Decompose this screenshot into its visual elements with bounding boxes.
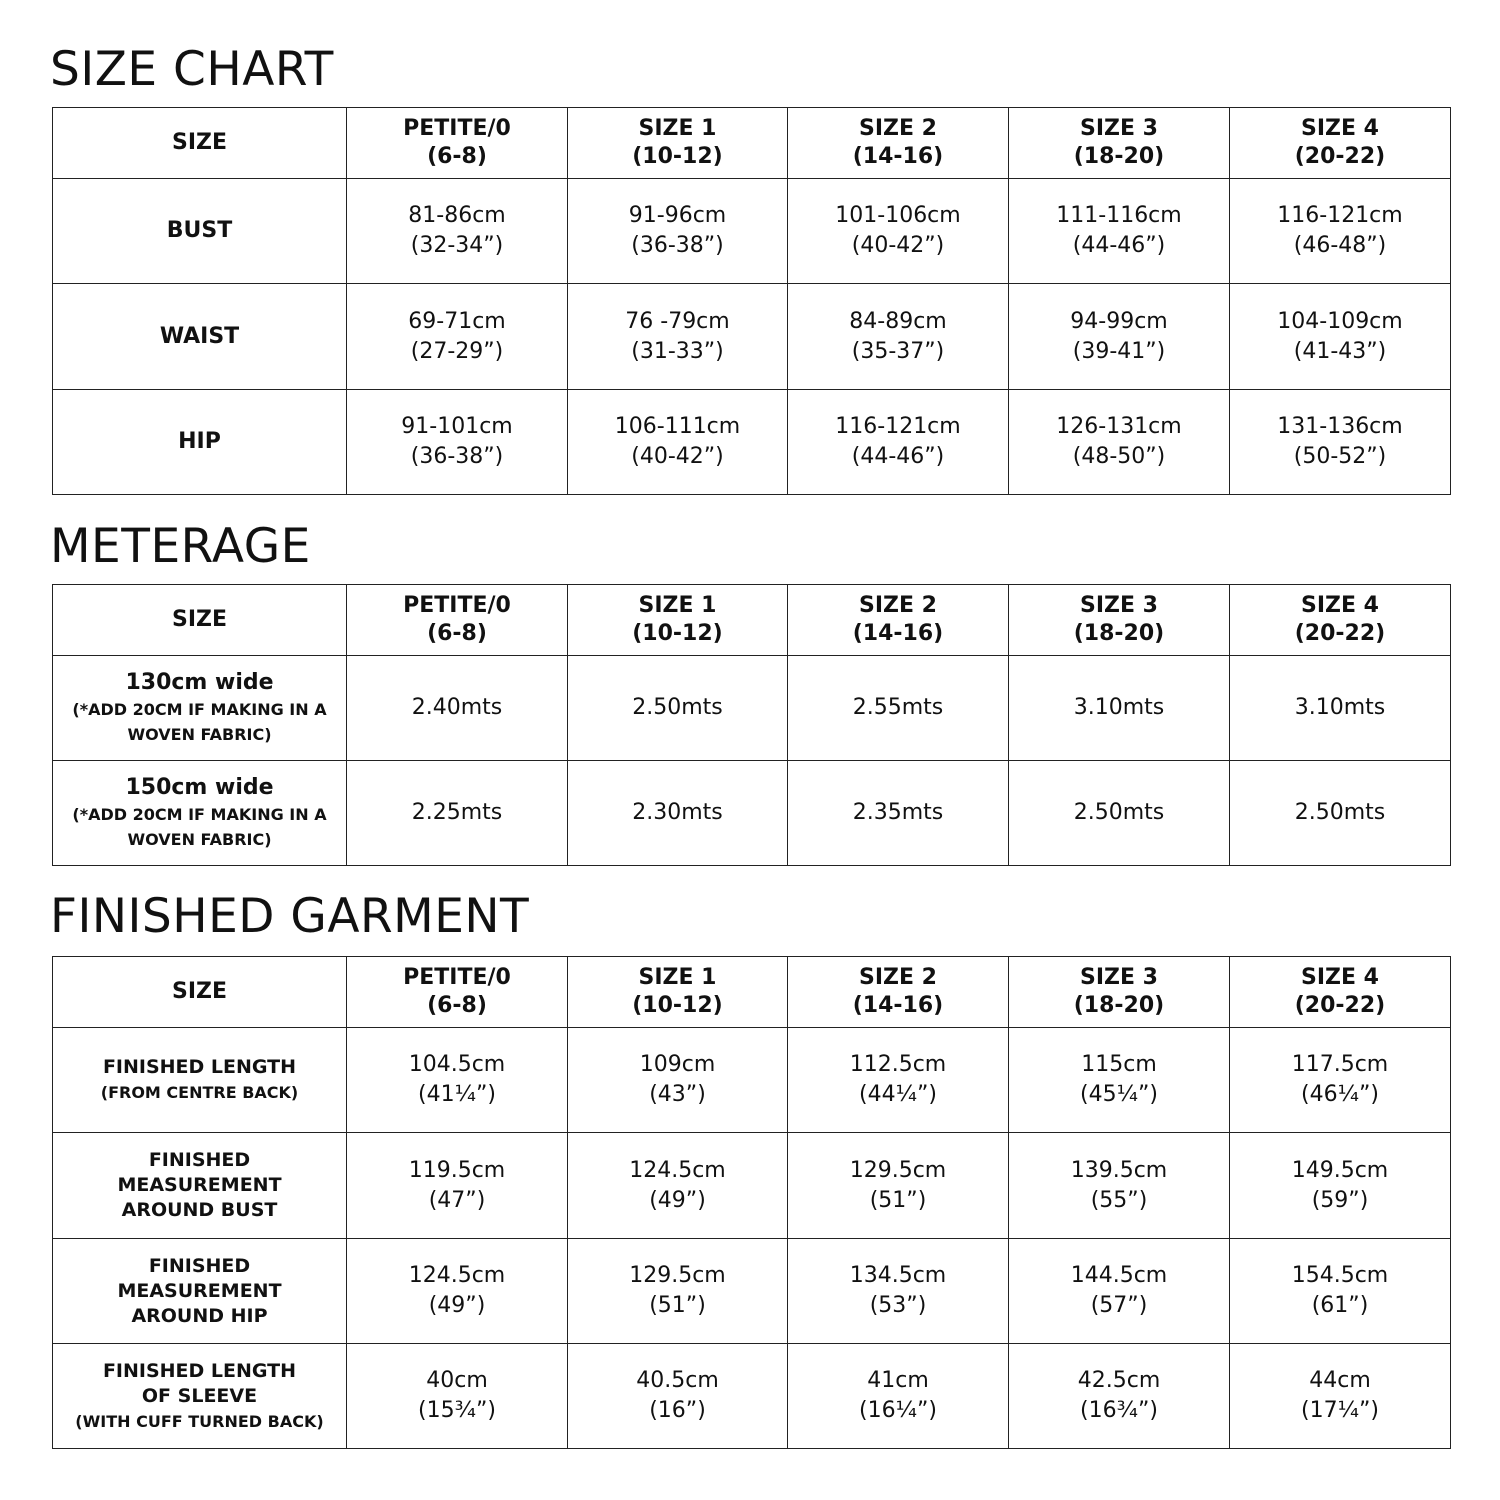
table-cell: 76 -79cm (31-33”) [568,284,788,390]
table-cell: 91-101cm (36-38”) [347,390,568,495]
table-cell: 154.5cm (61”) [1230,1239,1451,1344]
size-col-petite: PETITE/0 (6-8) [347,585,568,656]
size-col-3: SIZE 3 (18-20) [1009,585,1230,656]
table-cell: 149.5cm (59”) [1230,1133,1451,1239]
finished-garment-title: FINISHED GARMENT [50,889,530,944]
table-cell: 40cm (15¾”) [347,1344,568,1449]
size-col-4: SIZE 4 (20-22) [1230,957,1451,1028]
table-cell: 115cm (45¼”) [1009,1028,1230,1133]
table-cell: 81-86cm (32-34”) [347,179,568,284]
table-row-hip [53,390,1451,495]
table-cell: 119.5cm (47”) [347,1133,568,1239]
size-col-2: SIZE 2 (14-16) [788,585,1009,656]
table-cell: 40.5cm (16”) [568,1344,788,1449]
header-row [53,585,1451,656]
table-cell: 104-109cm (41-43”) [1230,284,1451,390]
size-chart-table [52,107,1451,495]
header-row [53,108,1451,179]
table-cell: 94-99cm (39-41”) [1009,284,1230,390]
table-cell: 124.5cm (49”) [347,1239,568,1344]
size-header: SIZE [53,585,347,656]
size-col-4: SIZE 4 (20-22) [1230,585,1451,656]
table-row-sleeve [53,1344,1451,1449]
size-header: SIZE [53,108,347,179]
table-cell: 109cm (43”) [568,1028,788,1133]
table-cell: 134.5cm (53”) [788,1239,1009,1344]
size-col-petite: PETITE/0 (6-8) [347,108,568,179]
table-cell: 112.5cm (44¼”) [788,1028,1009,1133]
row-label: FINISHED MEASUREMENT AROUND HIP [53,1239,347,1344]
table-row-130cm [53,656,1451,761]
table-cell: 2.55mts [788,656,1009,761]
table-cell: 41cm (16¼”) [788,1344,1009,1449]
header-row [53,957,1451,1028]
size-col-petite: PETITE/0 (6-8) [347,957,568,1028]
table-cell: 2.25mts [347,761,568,866]
table-cell: 2.50mts [1009,761,1230,866]
table-cell: 3.10mts [1009,656,1230,761]
table-row-finished-length [53,1028,1451,1133]
finished-garment-table [52,956,1451,1449]
table-cell: 2.30mts [568,761,788,866]
table-cell: 84-89cm (35-37”) [788,284,1009,390]
table-row-150cm [53,761,1451,866]
table-cell: 2.35mts [788,761,1009,866]
table-cell: 2.40mts [347,656,568,761]
row-label: 130cm wide (*ADD 20CM IF MAKING IN A WOVEN FABRIC) [53,656,347,761]
table-cell: 104.5cm (41¼”) [347,1028,568,1133]
table-cell: 116-121cm (46-48”) [1230,179,1451,284]
table-cell: 69-71cm (27-29”) [347,284,568,390]
size-col-3: SIZE 3 (18-20) [1009,108,1230,179]
size-col-4: SIZE 4 (20-22) [1230,108,1451,179]
table-cell: 44cm (17¼”) [1230,1344,1451,1449]
meterage-table [52,584,1451,866]
table-row-waist [53,284,1451,390]
table-cell: 2.50mts [568,656,788,761]
row-label: FINISHED MEASUREMENT AROUND BUST [53,1133,347,1239]
table-cell: 126-131cm (48-50”) [1009,390,1230,495]
table-cell: 139.5cm (55”) [1009,1133,1230,1239]
size-col-2: SIZE 2 (14-16) [788,108,1009,179]
size-chart-title: SIZE CHART [50,42,334,97]
size-col-3: SIZE 3 (18-20) [1009,957,1230,1028]
table-cell: 101-106cm (40-42”) [788,179,1009,284]
table-row-around-hip [53,1239,1451,1344]
table-row-bust [53,179,1451,284]
size-col-2: SIZE 2 (14-16) [788,957,1009,1028]
row-label: FINISHED LENGTH OF SLEEVE (WITH CUFF TURNED BACK) [53,1344,347,1449]
meterage-title: METERAGE [50,519,311,574]
size-header: SIZE [53,957,347,1028]
size-col-1: SIZE 1 (10-12) [568,957,788,1028]
size-col-1: SIZE 1 (10-12) [568,585,788,656]
table-cell: 111-116cm (44-46”) [1009,179,1230,284]
table-cell: 117.5cm (46¼”) [1230,1028,1451,1133]
row-label: WAIST [53,284,347,390]
size-col-1: SIZE 1 (10-12) [568,108,788,179]
table-cell: 116-121cm (44-46”) [788,390,1009,495]
table-cell: 3.10mts [1230,656,1451,761]
table-row-around-bust [53,1133,1451,1239]
table-cell: 91-96cm (36-38”) [568,179,788,284]
row-label: 150cm wide (*ADD 20CM IF MAKING IN A WOVEN FABRIC) [53,761,347,866]
row-label: BUST [53,179,347,284]
table-cell: 144.5cm (57”) [1009,1239,1230,1344]
table-cell: 42.5cm (16¾”) [1009,1344,1230,1449]
row-label: HIP [53,390,347,495]
table-cell: 129.5cm (51”) [788,1133,1009,1239]
table-cell: 2.50mts [1230,761,1451,866]
table-cell: 124.5cm (49”) [568,1133,788,1239]
table-cell: 131-136cm (50-52”) [1230,390,1451,495]
table-cell: 106-111cm (40-42”) [568,390,788,495]
table-cell: 129.5cm (51”) [568,1239,788,1344]
row-label: FINISHED LENGTH (FROM CENTRE BACK) [53,1028,347,1133]
